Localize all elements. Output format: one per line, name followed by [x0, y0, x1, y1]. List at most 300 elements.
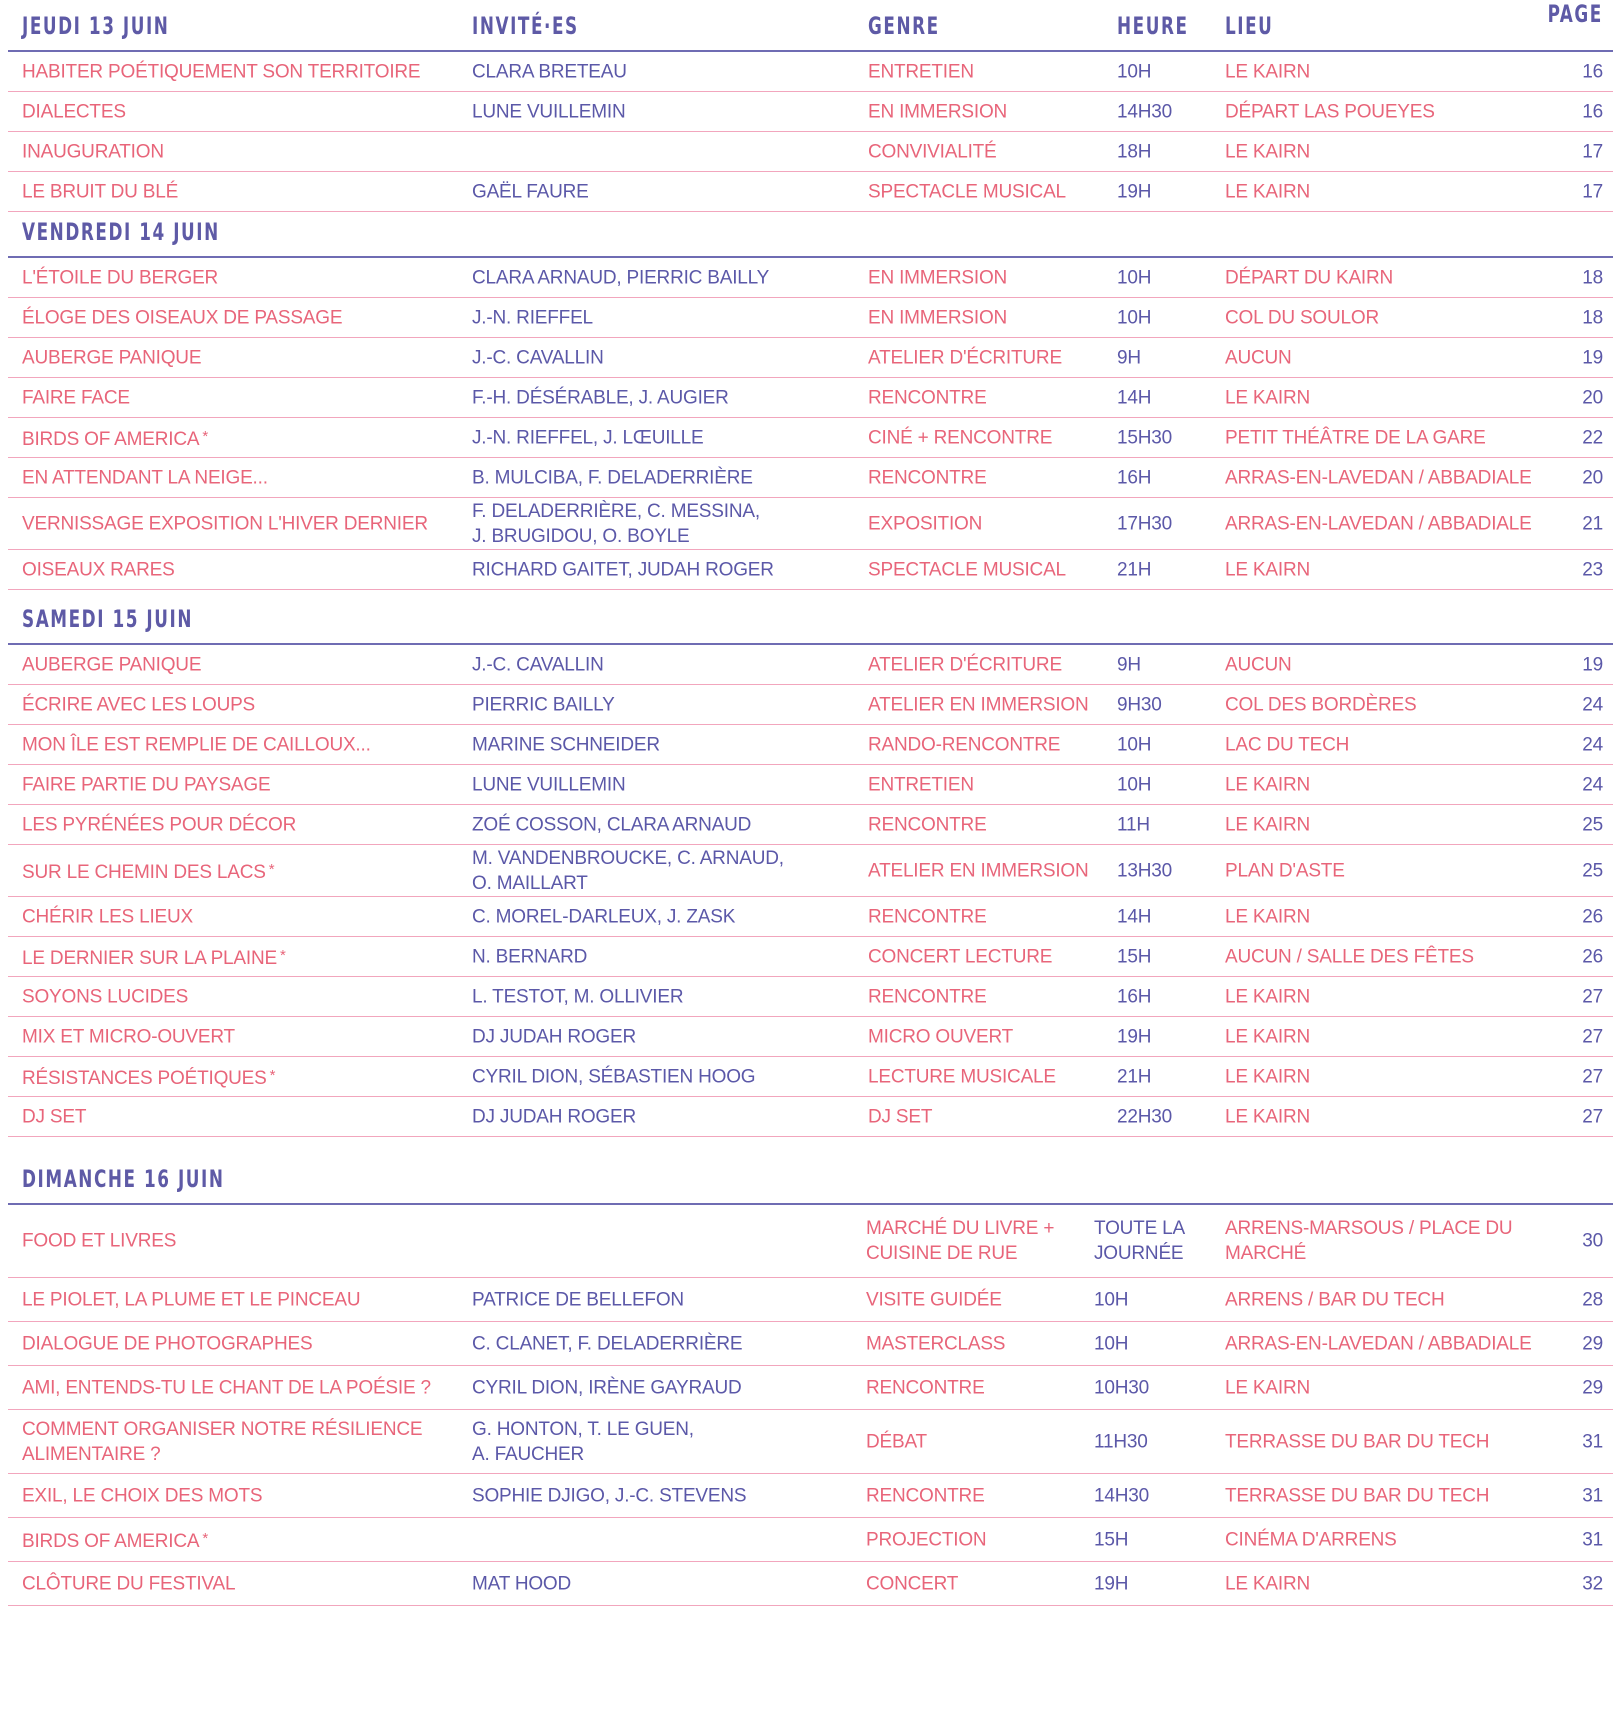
event-place [1225, 1483, 1489, 1508]
event-page-text: 30 [1582, 1230, 1603, 1252]
event-guests [472, 557, 774, 582]
event-page-text: 26 [1582, 906, 1603, 927]
event-row[interactable] [8, 725, 1613, 765]
event-place [1225, 1527, 1397, 1552]
event-guests [472, 944, 587, 969]
event-page [1582, 858, 1603, 883]
event-genre-text: CONCERT [866, 1573, 959, 1594]
event-genre [868, 944, 1052, 969]
event-time-text: 10H [1117, 267, 1152, 288]
event-time-text: 9H [1117, 347, 1141, 368]
event-title [22, 1375, 431, 1400]
event-row[interactable] [8, 685, 1613, 725]
event-guests [472, 812, 751, 837]
event-row[interactable] [8, 1562, 1613, 1606]
footnote-asterisk: * [202, 1529, 208, 1547]
event-guests [472, 179, 589, 204]
event-place [1225, 1287, 1444, 1312]
event-title-text: OISEAUX RARES [22, 559, 175, 580]
event-place-text: LE KAIRN [1225, 1066, 1310, 1087]
event-title [22, 59, 420, 84]
event-row[interactable] [8, 378, 1613, 418]
event-page [1582, 944, 1603, 969]
event-guests [472, 904, 735, 929]
event-title-text: LE BRUIT DU BLÉ [22, 181, 179, 202]
event-guests [472, 652, 604, 677]
event-row[interactable] [8, 845, 1613, 897]
event-place [1225, 385, 1310, 410]
event-place-text: LE KAIRN [1225, 1026, 1310, 1047]
event-row[interactable] [8, 805, 1613, 845]
event-row[interactable] [8, 132, 1613, 172]
event-place [1225, 692, 1416, 717]
event-row[interactable] [8, 418, 1613, 458]
event-place-text: TERRASSE DU BAR DU TECH [1225, 1485, 1490, 1506]
event-row[interactable] [8, 937, 1613, 977]
column-header-genre: GENRE [868, 12, 940, 40]
event-title [22, 652, 201, 677]
event-genre [868, 904, 987, 929]
event-title-text: INAUGURATION [22, 141, 164, 162]
event-guests [472, 59, 627, 84]
event-place-text: COL DU SOULOR [1225, 307, 1380, 328]
event-time [1117, 1104, 1172, 1129]
event-time-text: 11H30 [1094, 1431, 1148, 1452]
event-place-text: ARRAS-EN-LAVEDAN / ABBADIALE [1225, 513, 1532, 534]
event-guests-text: CYRIL DION, IRÈNE GAYRAUD [472, 1377, 742, 1398]
event-time [1117, 139, 1151, 164]
event-place-line: MARCHÉ [1225, 1243, 1307, 1264]
event-guests [472, 692, 615, 717]
event-guests [472, 1064, 755, 1089]
event-page [1582, 425, 1603, 450]
event-title [22, 265, 218, 290]
event-page-text: 25 [1582, 814, 1603, 835]
event-place-text: LE KAIRN [1225, 1106, 1310, 1127]
event-place [1225, 984, 1310, 1009]
event-place-text: TERRASSE DU BAR DU TECH [1225, 1431, 1490, 1452]
event-time-text: 17H30 [1117, 513, 1172, 534]
event-time [1117, 511, 1172, 536]
event-place-text: AUCUN [1225, 654, 1292, 675]
event-page-text: 24 [1582, 694, 1603, 715]
event-guests [472, 1104, 636, 1129]
event-genre-text: SPECTACLE MUSICAL [868, 181, 1066, 202]
event-place [1225, 904, 1310, 929]
event-place [1225, 1024, 1310, 1049]
event-genre-text: EN IMMERSION [868, 101, 1008, 122]
event-row[interactable] [8, 92, 1613, 132]
event-genre-text: MASTERCLASS [866, 1333, 1006, 1354]
event-page [1582, 345, 1603, 370]
event-guests-text: J.-N. RIEFFEL [472, 307, 593, 328]
event-place [1225, 944, 1474, 969]
event-place-text: PETIT THÉÂTRE DE LA GARE [1225, 427, 1486, 448]
event-page-text: 17 [1582, 181, 1603, 202]
event-time-text: 9H30 [1117, 694, 1162, 715]
event-time-text: 19H [1094, 1573, 1129, 1594]
event-title-text: SUR LE CHEMIN DES LACS [22, 861, 266, 883]
event-page [1582, 179, 1603, 204]
event-place [1225, 1571, 1310, 1596]
event-time [1117, 465, 1151, 490]
event-guests-text: J.-C. CAVALLIN [472, 347, 604, 368]
event-row[interactable] [8, 1057, 1613, 1097]
event-genre [868, 305, 1007, 330]
event-page-text: 18 [1582, 307, 1603, 328]
event-genre-text: ATELIER D'ÉCRITURE [868, 654, 1062, 675]
event-page-text: 20 [1582, 467, 1603, 488]
event-page [1582, 265, 1603, 290]
event-title-text: HABITER POÉTIQUEMENT SON TERRITOIRE [22, 61, 421, 82]
event-page-text: 31 [1582, 1485, 1603, 1506]
event-time-text: 16H [1117, 986, 1152, 1007]
event-row[interactable] [8, 1410, 1613, 1474]
event-genre-text: RENCONTRE [868, 986, 987, 1007]
event-page [1582, 1429, 1603, 1454]
event-row[interactable] [8, 977, 1613, 1017]
event-title [22, 1229, 176, 1254]
event-title [22, 772, 270, 797]
event-genre [866, 1331, 1005, 1356]
event-guests [472, 305, 593, 330]
event-guests-text: PIERRIC BAILLY [472, 694, 615, 715]
event-guests-text: ZOÉ COSSON, CLARA ARNAUD [472, 814, 752, 835]
event-guests-line: F. DELADERRIÈRE, C. MESSINA, [472, 500, 760, 522]
event-time [1117, 812, 1150, 837]
event-title-text: FAIRE FACE [22, 387, 130, 408]
footnote-asterisk: * [279, 946, 286, 964]
event-genre [866, 1527, 986, 1552]
event-title [22, 943, 286, 971]
event-genre [868, 652, 1062, 677]
event-time [1117, 557, 1151, 582]
day-header [8, 1163, 1613, 1205]
event-time-text: 21H [1117, 1066, 1152, 1087]
event-guests [472, 1287, 684, 1312]
event-place-text: COL DES BORDÈRES [1225, 694, 1417, 715]
event-guests-line: O. MAILLART [472, 872, 588, 894]
event-guests [472, 1417, 694, 1467]
day-section [8, 218, 1613, 590]
event-guests [472, 345, 604, 370]
event-time-text: 14H30 [1117, 101, 1172, 122]
event-genre-text: RENCONTRE [868, 814, 987, 835]
column-header-guests: INVITÉ·ES [472, 12, 579, 40]
event-genre [868, 99, 1007, 124]
event-row[interactable] [8, 52, 1613, 92]
event-time [1094, 1375, 1149, 1400]
event-guests-text: CLARA BRETEAU [472, 61, 627, 82]
event-title [22, 812, 296, 837]
event-title-text: MIX ET MICRO-OUVERT [22, 1026, 235, 1047]
event-guests-text: SOPHIE DJIGO, J.-C. STEVENS [472, 1485, 747, 1506]
event-row[interactable] [8, 645, 1613, 685]
event-guests [472, 265, 769, 290]
event-time [1117, 772, 1151, 797]
event-row[interactable] [8, 550, 1613, 590]
event-title [22, 1526, 208, 1554]
event-place-text: ARRAS-EN-LAVEDAN / ABBADIALE [1225, 467, 1532, 488]
event-time-text: 10H [1117, 734, 1152, 755]
event-genre-text: DJ SET [868, 1106, 933, 1127]
event-page-text: 25 [1582, 860, 1603, 881]
event-page-text: 22 [1582, 427, 1603, 448]
event-page [1582, 1331, 1603, 1356]
event-row[interactable] [8, 1366, 1613, 1410]
event-place-text: LE KAIRN [1225, 61, 1310, 82]
event-genre [866, 1375, 985, 1400]
event-genre [868, 1064, 1056, 1089]
event-page-text: 17 [1582, 141, 1603, 162]
event-time [1117, 99, 1172, 124]
day-header [8, 605, 1613, 645]
event-place [1225, 99, 1435, 124]
event-place [1225, 858, 1345, 883]
event-title [22, 424, 208, 452]
event-time [1117, 692, 1162, 717]
event-genre-text: PROJECTION [866, 1529, 987, 1550]
event-page [1582, 1104, 1603, 1129]
event-place-text: DÉPART LAS POUEYES [1225, 101, 1435, 122]
event-guests-text: B. MULCIBA, F. DELADERRIÈRE [472, 467, 753, 488]
event-place-text: CINÉMA D'ARRENS [1225, 1529, 1397, 1550]
event-time-text: 18H [1117, 141, 1152, 162]
event-place [1225, 1064, 1310, 1089]
event-place [1225, 59, 1310, 84]
event-place-text: AUCUN / SALLE DES FÊTES [1225, 946, 1474, 967]
event-genre [868, 465, 987, 490]
event-place-text: LE KAIRN [1225, 774, 1310, 795]
event-page [1582, 59, 1603, 84]
column-header-page: PAGE [1547, 0, 1603, 28]
event-time-text: 13H30 [1117, 860, 1172, 881]
event-genre-text: EN IMMERSION [868, 267, 1008, 288]
event-guests [472, 846, 784, 896]
event-guests-text: N. BERNARD [472, 946, 588, 967]
event-guests [472, 732, 660, 757]
event-guests-text: L. TESTOT, M. OLLIVIER [472, 986, 684, 1007]
footnote-asterisk: * [202, 427, 208, 445]
event-title-text: DIALOGUE DE PHOTOGRAPHES [22, 1333, 313, 1354]
event-genre [866, 1216, 1054, 1266]
event-guests [472, 1331, 742, 1356]
event-time-text: 10H [1117, 774, 1152, 795]
event-time-text: 11H [1117, 814, 1150, 835]
event-page-text: 27 [1582, 1066, 1603, 1087]
event-page-text: 23 [1582, 559, 1603, 580]
event-genre [866, 1483, 985, 1508]
event-genre-text: EXPOSITION [868, 513, 983, 534]
event-row[interactable] [8, 1097, 1613, 1137]
event-place-text: LE KAIRN [1225, 1377, 1310, 1398]
event-title-text: ÉCRIRE AVEC LES LOUPS [22, 694, 256, 715]
event-row[interactable] [8, 498, 1613, 550]
event-guests-text: LUNE VUILLEMIN [472, 101, 626, 122]
event-title-text: VERNISSAGE EXPOSITION L'HIVER DERNIER [22, 513, 428, 534]
event-title-text: SOYONS LUCIDES [22, 986, 189, 1007]
event-page [1582, 99, 1603, 124]
event-title [22, 1331, 312, 1356]
event-title-text: EXIL, LE CHOIX DES MOTS [22, 1485, 263, 1506]
event-time [1117, 345, 1141, 370]
event-row[interactable] [8, 338, 1613, 378]
day-header [8, 0, 1613, 52]
event-title [22, 345, 201, 370]
event-title [22, 1287, 360, 1312]
event-time-text: 19H [1117, 1026, 1152, 1047]
event-page [1582, 1229, 1603, 1254]
event-row[interactable] [8, 1017, 1613, 1057]
event-place-text: LE KAIRN [1225, 906, 1310, 927]
event-time [1117, 179, 1151, 204]
event-title [22, 99, 126, 124]
event-row[interactable] [8, 298, 1613, 338]
event-guests [472, 499, 760, 549]
event-genre [868, 385, 987, 410]
event-guests-text: MAT HOOD [472, 1573, 572, 1594]
event-time [1094, 1287, 1128, 1312]
event-row[interactable] [8, 1322, 1613, 1366]
event-place-text: LE KAIRN [1225, 986, 1310, 1007]
event-guests-text: MARINE SCHNEIDER [472, 734, 660, 755]
event-guests [472, 465, 753, 490]
event-title-text: CLÔTURE DU FESTIVAL [22, 1573, 236, 1594]
event-title [22, 732, 371, 757]
event-title [22, 305, 342, 330]
column-header-time: HEURE [1117, 12, 1189, 40]
event-page [1582, 692, 1603, 717]
event-time [1094, 1571, 1128, 1596]
event-time-text: 22H30 [1117, 1106, 1172, 1127]
event-title [22, 1483, 262, 1508]
event-page-text: 32 [1582, 1573, 1603, 1594]
day-header [8, 218, 1613, 258]
event-row[interactable] [8, 258, 1613, 298]
event-guests [472, 1571, 571, 1596]
event-place [1225, 1429, 1489, 1454]
event-time [1117, 1024, 1151, 1049]
event-title-line: ALIMENTAIRE ? [22, 1443, 161, 1465]
event-genre-text: RANDO-RENCONTRE [868, 734, 1061, 755]
event-row[interactable] [8, 1518, 1613, 1562]
day-section [8, 1163, 1613, 1606]
event-title-line: COMMENT ORGANISER NOTRE RÉSILIENCE [22, 1418, 423, 1440]
event-page [1582, 385, 1603, 410]
event-guests-text: CLARA ARNAUD, PIERRIC BAILLY [472, 267, 770, 288]
event-genre [868, 511, 982, 536]
event-genre-text: DÉBAT [866, 1431, 927, 1452]
event-time [1094, 1429, 1148, 1454]
event-place-text: PLAN D'ASTE [1225, 860, 1345, 881]
event-guests-text: C. MOREL-DARLEUX, J. ZASK [472, 906, 736, 927]
event-guests [472, 425, 704, 450]
event-genre-text: LECTURE MUSICALE [868, 1066, 1056, 1087]
event-genre-text: CINÉ + RENCONTRE [868, 427, 1053, 448]
event-title-text: LE DERNIER SUR LA PLAINE [22, 947, 277, 969]
event-row[interactable] [8, 1474, 1613, 1518]
event-page-text: 24 [1582, 774, 1603, 795]
event-genre-text: ATELIER EN IMMERSION [868, 694, 1089, 715]
event-place [1225, 652, 1292, 677]
event-genre [868, 425, 1052, 450]
event-genre [868, 984, 987, 1009]
event-guests [472, 1024, 636, 1049]
event-page-text: 31 [1582, 1529, 1603, 1550]
event-page [1582, 511, 1603, 536]
day-label: DIMANCHE 16 JUIN [22, 1165, 225, 1193]
event-page-text: 27 [1582, 1026, 1603, 1047]
event-place [1225, 1104, 1310, 1129]
event-title-text: MON ÎLE EST REMPLIE DE CAILLOUX... [22, 734, 371, 755]
event-genre-text: RENCONTRE [868, 467, 987, 488]
event-page-text: 19 [1582, 654, 1603, 675]
event-time-text: 10H [1094, 1333, 1129, 1354]
event-time [1117, 265, 1151, 290]
event-page [1582, 1571, 1603, 1596]
event-place-text: LE KAIRN [1225, 1573, 1310, 1594]
event-time-text: 14H30 [1094, 1485, 1149, 1506]
event-title-text: AMI, ENTENDS-TU LE CHANT DE LA POÉSIE ? [22, 1377, 431, 1398]
event-time [1094, 1527, 1128, 1552]
event-title-text: LE PIOLET, LA PLUME ET LE PINCEAU [22, 1289, 361, 1310]
event-place-text: LE KAIRN [1225, 181, 1310, 202]
event-guests-line: A. FAUCHER [472, 1443, 585, 1465]
event-title-text: FOOD ET LIVRES [22, 1230, 177, 1252]
day-label: JEUDI 13 JUIN [22, 12, 170, 40]
event-title-text: RÉSISTANCES POÉTIQUES [22, 1067, 267, 1089]
event-page [1582, 984, 1603, 1009]
event-time-text: 10H30 [1094, 1377, 1149, 1398]
event-row[interactable] [8, 765, 1613, 805]
event-genre-text: ENTRETIEN [868, 61, 974, 82]
event-row[interactable] [8, 897, 1613, 937]
event-genre [868, 179, 1066, 204]
event-time [1094, 1331, 1128, 1356]
event-row[interactable] [8, 458, 1613, 498]
event-place-text: ARRAS-EN-LAVEDAN / ABBADIALE [1225, 1333, 1532, 1354]
event-place-line: ARRENS-MARSOUS / PLACE DU [1225, 1218, 1513, 1239]
event-genre-text: EN IMMERSION [868, 307, 1008, 328]
event-row[interactable] [8, 1278, 1613, 1322]
event-time [1117, 858, 1172, 883]
event-title-text: ÉLOGE DES OISEAUX DE PASSAGE [22, 307, 343, 328]
event-genre [868, 858, 1089, 883]
event-genre [868, 692, 1089, 717]
footnote-asterisk: * [268, 860, 275, 878]
event-genre [868, 345, 1062, 370]
event-place [1225, 511, 1532, 536]
event-place-text: DÉPART DU KAIRN [1225, 267, 1394, 288]
event-guests [472, 99, 625, 124]
event-genre [868, 1104, 932, 1129]
event-title-text: EN ATTENDANT LA NEIGE... [22, 467, 268, 488]
event-page-text: 26 [1582, 946, 1603, 967]
event-page [1582, 1024, 1603, 1049]
event-time [1094, 1483, 1149, 1508]
event-row[interactable] [8, 172, 1613, 212]
column-header-place: LIEU [1225, 12, 1274, 40]
day-label: SAMEDI 15 JUIN [22, 605, 193, 633]
event-genre [868, 139, 997, 164]
event-time-line: TOUTE LA [1094, 1218, 1185, 1239]
event-page [1582, 904, 1603, 929]
event-time-text: 21H [1117, 559, 1152, 580]
event-genre [868, 265, 1007, 290]
event-row[interactable] [8, 1205, 1613, 1278]
event-time [1117, 904, 1151, 929]
event-genre-line: CUISINE DE RUE [866, 1243, 1018, 1264]
